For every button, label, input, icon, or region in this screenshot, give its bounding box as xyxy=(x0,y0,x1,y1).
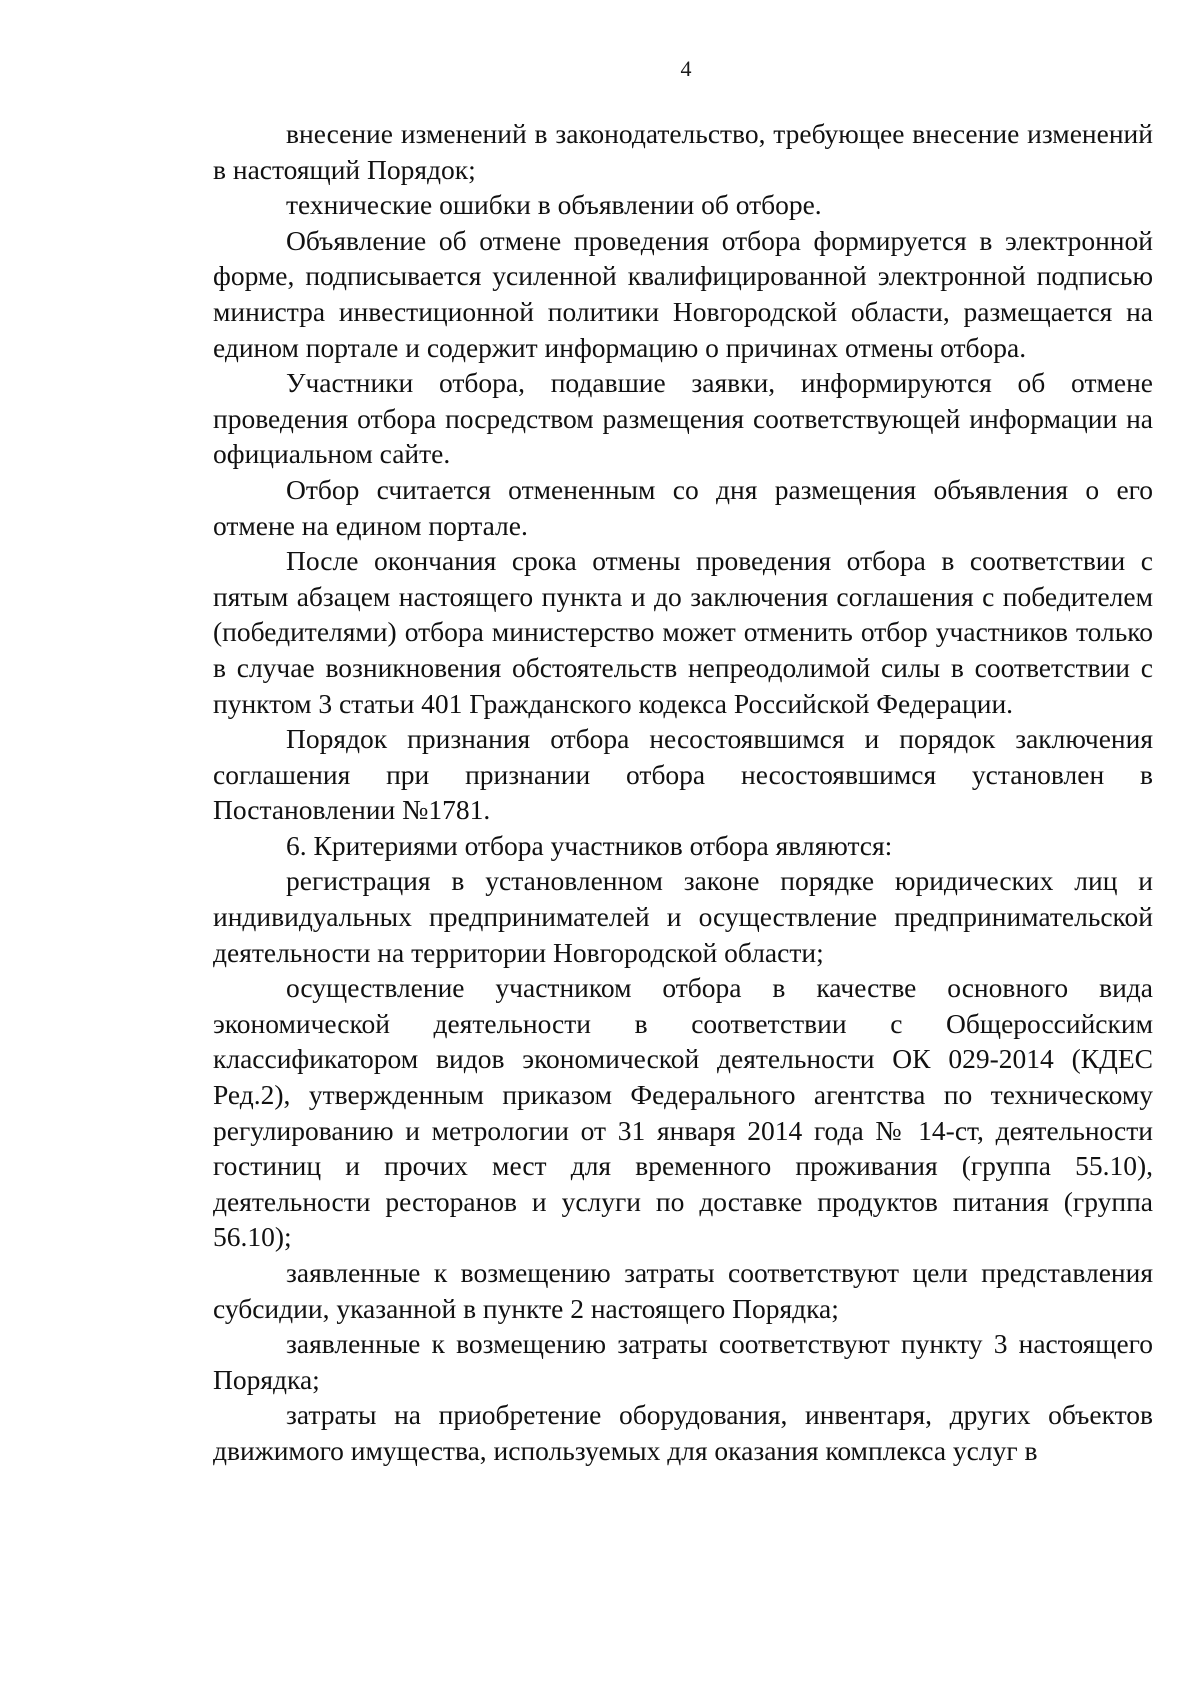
paragraph-criterion-purpose: заявленные к возмещению затраты соответствуют цели представления субсидии, указанной в пункте 2 настоящего Порядка; xyxy=(213,1257,1153,1324)
paragraph-selection-cancelled: Отбор считается отмененным со дня размещения объявления о его отмене на едином портале. xyxy=(213,473,1153,541)
paragraph-participants-informed: Участники отбора, подавшие заявки, информируются об отмене проведения отбора посредством размещения соответствующей информации на официальном сайте. xyxy=(213,367,1153,470)
paragraph-criterion-registration: регистрация в установленном законе порядке юридических лиц и индивидуальных предпринимателей и осуществление предпринимательской деятельности на территории Новгородской области; xyxy=(213,865,1153,968)
paragraph-criterion-activity: осуществление участником отбора в качестве основного вида экономической деятельности в соответствии с Общероссийским классификатором видов экономической деятельности ОК 029-2014 (КДЕС Ред.2), утвержденным приказом Федерального агентства по техническому регулированию и метрологии от 31 января 2014 года № 14-ст, деятельности гостиниц и прочих мест для временного проживания (группа 55.10), деятельности ресторанов и услуги по доставке продуктов питания (группа 56.10); xyxy=(213,972,1153,1253)
document-body xyxy=(213,116,1153,1469)
paragraph-amendment-change: внесение изменений в законодательство, требующее внесение изменений в настоящий Порядок; xyxy=(213,118,1153,185)
page-number: 4 xyxy=(680,56,692,81)
paragraph-failed-selection: Порядок признания отбора несостоявшимся и порядок заключения соглашения при признании отбора несостоявшимся установлен в Постановлении №1781. xyxy=(213,723,1153,826)
paragraph-force-majeure: После окончания срока отмены проведения отбора в соответствии с пятым абзацем настоящего пункта и до заключения соглашения с победителем (победителями) отбора министерство может отменить отбор участников только в случае возникновения обстоятельств непреодолимой силы в соответствии с пунктом 3 статьи 401 Гражданского кодекса Российской Федерации. xyxy=(213,545,1153,719)
paragraph-criterion-item3: заявленные к возмещению затраты соответствуют пункту 3 настоящего Порядка; xyxy=(213,1328,1153,1395)
paragraph-cancellation-notice: Объявление об отмене проведения отбора формируется в электронной форме, подписывается усиленной квалифицированной электронной подписью министра инвестиционной политики Новгородской области, размещается на едином портале и содержит информацию о причинах отмены отбора. xyxy=(213,224,1153,363)
paragraph-criterion-equipment: затраты на приобретение оборудования, инвентаря, других объектов движимого имущества, используемых для оказания комплекса услуг в xyxy=(213,1399,1153,1466)
paragraph-criteria-heading: 6. Критериями отбора участников отбора являются: xyxy=(286,829,893,861)
paragraph-technical-errors: технические ошибки в объявлении об отборе. xyxy=(286,189,822,221)
